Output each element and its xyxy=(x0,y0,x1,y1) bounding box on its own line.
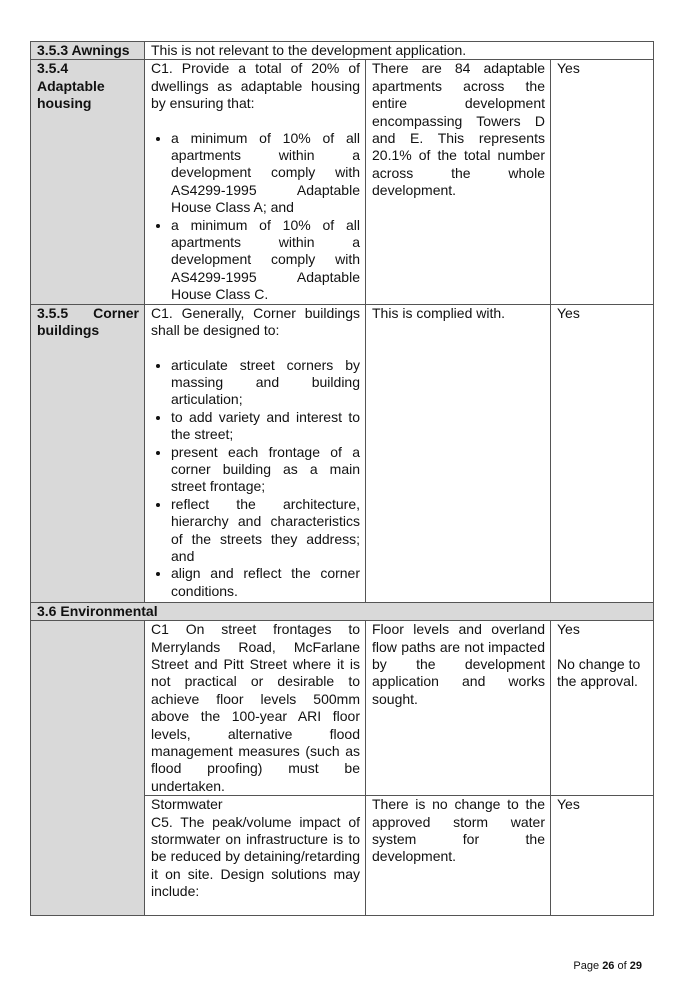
list-item: • reflect the architecture, hierarchy and characteristics of the streets they address; and xyxy=(171,496,360,566)
page-label: Page xyxy=(573,960,600,972)
complies-cell-adaptable xyxy=(551,60,654,304)
compliance-table xyxy=(30,41,654,916)
awnings-text-cell xyxy=(145,42,654,60)
section-heading-environmental xyxy=(31,602,654,620)
comment-text: There are 84 adaptable apartments across the entire development encompassing Towers D and E. This represents 20.1% of the total number across the whole development. xyxy=(372,60,545,199)
complies-text: Yes xyxy=(557,796,580,813)
heading-line: housing xyxy=(37,95,92,112)
comment-cell-stormwater xyxy=(366,796,551,916)
control-cell-stormwater xyxy=(145,796,366,916)
heading-line: 3.5.5 Corner xyxy=(37,304,139,321)
comment-text: There is no change to the approved storm water system for the development. xyxy=(372,796,545,865)
page-total: 29 xyxy=(629,960,642,972)
table-row-environmental-header xyxy=(31,602,654,620)
complies-cell-stormwater xyxy=(551,796,654,916)
control-bullet-list xyxy=(151,130,360,304)
table-row-flood xyxy=(31,621,654,796)
control-intro: C1. Provide a total of 20% of dwellings as adaptable housing by ensuring that: xyxy=(151,60,360,112)
control-cell-adaptable xyxy=(145,60,366,304)
row-heading-adaptable xyxy=(31,60,145,304)
table-row-adaptable-housing xyxy=(31,60,654,304)
table-row-awnings xyxy=(31,42,654,60)
control-title: Stormwater xyxy=(151,796,223,813)
control-cell-corner xyxy=(145,304,366,602)
control-cell-flood xyxy=(145,621,366,796)
complies-text: Yes xyxy=(557,60,580,77)
control-text: C5. The peak/volume impact of stormwater on infrastructure is to be reduced by detaining/retarding it on site. Design solutions may include: xyxy=(151,813,360,900)
comment-cell-adaptable xyxy=(366,60,551,304)
complies-text: Yes xyxy=(557,304,580,321)
list-item: • a minimum of 10% of all apartments within a development comply with AS4299-1995 Adaptable House Class A; and xyxy=(171,130,360,217)
list-item: • align and reflect the corner conditions. xyxy=(171,565,360,600)
page-footer xyxy=(573,960,642,972)
heading-line: 3.5.4 xyxy=(37,60,69,77)
complies-note: No change to the approval. xyxy=(557,655,641,689)
comment-text: Floor levels and overland flow paths are not impacted by the development application and works sought. xyxy=(372,621,545,707)
page-of: of xyxy=(617,960,627,972)
control-text: C1 On street frontages to Merrylands Road, McFarlane Street and Pitt Street where it is not practical or desirable to achieve floor levels 500mm above the 100-year ARI floor levels, alternative flood management measures (such as flood proofing) must be undertaken. xyxy=(151,621,360,794)
row-heading-corner xyxy=(31,304,145,602)
heading-line: Adaptable xyxy=(37,77,105,94)
heading-text: 3.5.3 Awnings xyxy=(37,42,130,58)
list-item: • to add variety and interest to the street; xyxy=(171,409,360,444)
row-heading-environmental-blank xyxy=(31,621,145,916)
comment-cell-flood xyxy=(366,621,551,796)
complies-cell-corner xyxy=(551,304,654,602)
section-heading-text: 3.6 Environmental xyxy=(37,602,158,619)
complies-cell-flood xyxy=(551,621,654,796)
heading-line: buildings xyxy=(37,322,100,339)
list-item: • articulate street corners by massing and building articulation; xyxy=(171,357,360,409)
comment-cell-corner xyxy=(366,304,551,602)
list-item: • a minimum of 10% of all apartments within a development comply with AS4299-1995 Adaptable House Class C. xyxy=(171,217,360,304)
table-row-corner-buildings xyxy=(31,304,654,602)
awnings-text: This is not relevant to the development application. xyxy=(151,42,467,58)
control-intro: C1. Generally, Corner buildings shall be designed to: xyxy=(151,304,360,339)
comment-text: This is complied with. xyxy=(372,304,506,321)
page-current: 26 xyxy=(602,960,615,972)
row-heading-awnings xyxy=(31,42,145,60)
control-bullet-list xyxy=(151,357,360,601)
list-item: • present each frontage of a corner building as a main street frontage; xyxy=(171,444,360,496)
complies-text: Yes xyxy=(557,621,580,638)
